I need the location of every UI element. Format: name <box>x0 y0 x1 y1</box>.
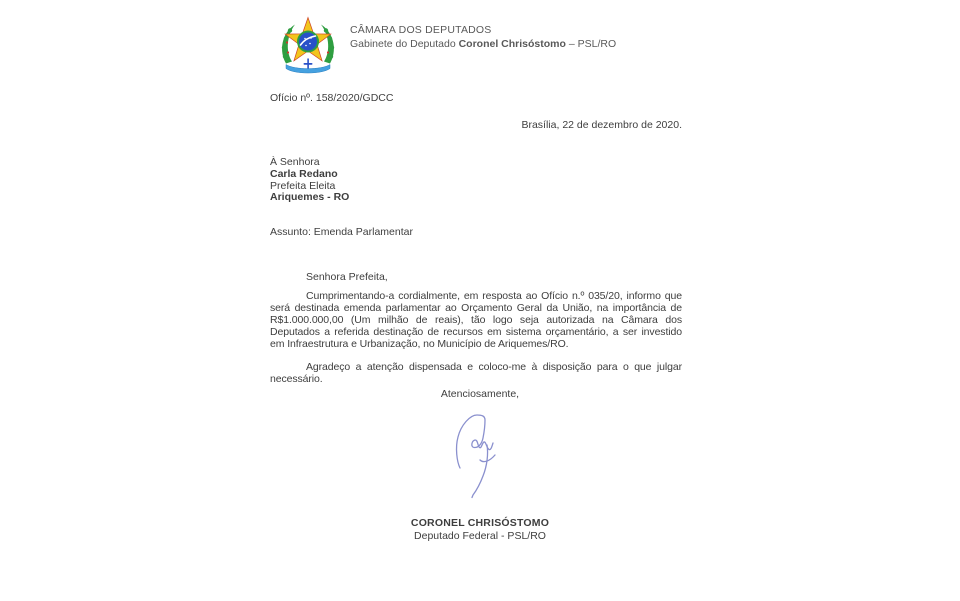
recipient-city: Ariquemes - RO <box>270 191 350 204</box>
letterhead <box>350 23 616 51</box>
recipient-role: Prefeita Eleita <box>270 179 336 192</box>
brazil-coat-of-arms-icon <box>277 14 339 77</box>
document-number: Ofício nº. 158/2020/GDCC <box>270 92 394 104</box>
letterhead-office-name: Coronel Chrisóstomo <box>458 38 566 50</box>
subject-line: Assunto: Emenda Parlamentar <box>270 226 413 238</box>
letterhead-office-suffix: – PSL/RO <box>565 38 617 50</box>
letterhead-organization: CÂMARA DOS DEPUTADOS <box>350 24 492 36</box>
recipient-name: Carla Redano <box>270 167 338 180</box>
letterhead-office <box>350 37 616 51</box>
closing: Atenciosamente, <box>440 388 520 400</box>
handwritten-signature-icon <box>451 412 503 502</box>
signer-role: Deputado Federal - PSL/RO <box>414 530 546 542</box>
recipient-salutation: À Senhora <box>270 156 320 168</box>
body-paragraph-1: Cumprimentando-a cordialmente, em resposta ao Ofício n.º 035/20, informo que será destinada emenda parlamentar ao Orçamento Geral da União, na importância de R$1.000.000,00 (Um milhão de reais), tão logo seja autorizada na Câmara dos Deputados a referida destinação de recursos em sistema orçamentário, a ser investido em Infraestrutura e Urbanização, no Município de Ariquemes/RO. <box>270 290 682 350</box>
recipient-block <box>270 157 349 204</box>
letterhead-office-prefix: Gabinete do Deputado <box>350 38 459 50</box>
dateline: Brasília, 22 de dezembro de 2020. <box>521 119 682 131</box>
greeting: Senhora Prefeita, <box>306 271 388 283</box>
body-paragraph-2: Agradeço a atenção dispensada e coloco-me à disposição para o que julgar necessário. <box>270 361 682 385</box>
signer-name: CORONEL CHRISÓSTOMO <box>410 517 550 529</box>
